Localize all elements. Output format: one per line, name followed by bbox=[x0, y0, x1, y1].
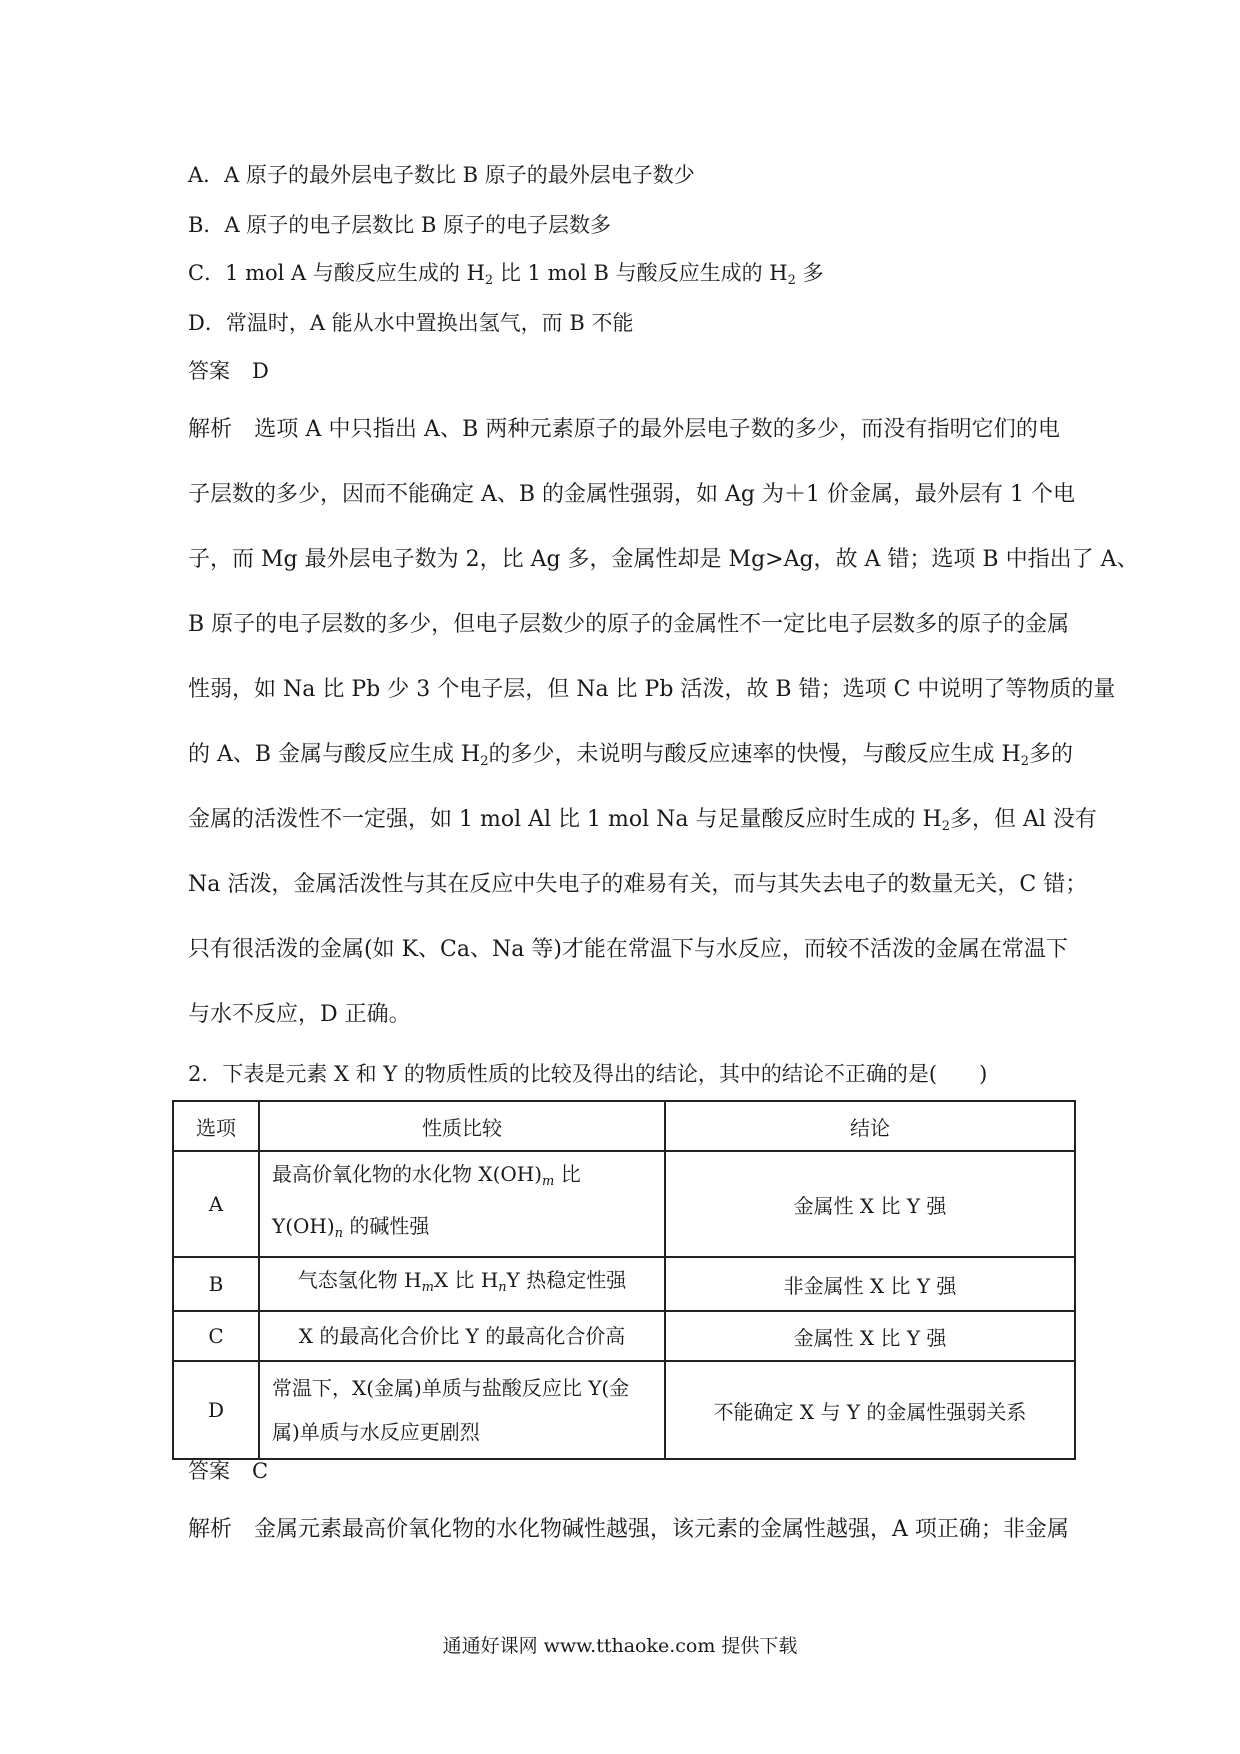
cell-text: X 比 H bbox=[433, 1268, 499, 1292]
analysis-label: 解析 bbox=[188, 417, 233, 442]
analysis-text: Na 活泼，金属活泼性与其在反应中失电子的难易有关，而与其失去电子的数量无关，C 错； bbox=[188, 872, 1088, 897]
analysis-text: B 原子的电子层数的多少，但电子层数少的原子的金属性不一定比电子层数多的原子的金属 bbox=[188, 612, 1070, 637]
answer-value: C bbox=[252, 1459, 269, 1483]
analysis-text: 多的 bbox=[1028, 742, 1073, 767]
option-b bbox=[188, 210, 611, 240]
analysis-1-line-4 bbox=[188, 609, 1070, 641]
analysis-text: 的多少，未说明与酸反应速率的快慢，与酸反应生成 H bbox=[488, 742, 1021, 767]
option-c bbox=[188, 258, 824, 296]
comparison-table bbox=[172, 1100, 1076, 1460]
subscript: 2 bbox=[787, 273, 796, 288]
analysis-text: 子层数的多少，因而不能确定 A、B 的金属性强弱，如 Ag 为＋1 价金属，最外层有 1 个电 bbox=[188, 482, 1075, 507]
table-header-row bbox=[173, 1101, 1075, 1151]
subscript: m bbox=[421, 1280, 434, 1295]
header-option: 选项 bbox=[173, 1101, 259, 1151]
row-property bbox=[259, 1257, 665, 1311]
answer-label: 答案 bbox=[188, 1459, 230, 1483]
row-option: B bbox=[173, 1257, 259, 1311]
subscript: n bbox=[498, 1280, 507, 1295]
analysis-text: 子，而 Mg 最外层电子数为 2，比 Ag 多，金属性却是 Mg>Ag，故 A 错；选项 B 中指出了 A、 bbox=[188, 547, 1139, 572]
table-row bbox=[173, 1311, 1075, 1361]
answer-1 bbox=[188, 356, 269, 386]
analysis-text: 金属的活泼性不一定强，如 1 mol Al 比 1 mol Na 与足量酸反应时生成的 H bbox=[188, 807, 942, 832]
option-letter: D． bbox=[188, 311, 226, 335]
option-d bbox=[188, 308, 633, 338]
cell-text: 气态氢化物 H bbox=[297, 1268, 422, 1292]
option-text: 1 mol A 与酸反应生成的 H bbox=[225, 261, 485, 285]
header-conclusion: 结论 bbox=[665, 1101, 1075, 1151]
analysis-2-line-1 bbox=[188, 1514, 1069, 1546]
table-row bbox=[173, 1257, 1075, 1311]
answer-value: D bbox=[252, 359, 269, 383]
header-property: 性质比较 bbox=[259, 1101, 665, 1151]
analysis-1-line-1 bbox=[188, 414, 1060, 446]
analysis-1-line-2 bbox=[188, 479, 1075, 511]
analysis-text: 与水不反应，D 正确。 bbox=[188, 1002, 411, 1027]
table-row bbox=[173, 1361, 1075, 1459]
row-property bbox=[259, 1151, 665, 1257]
analysis-text: 只有很活泼的金属(如 K、Ca、Na 等)才能在常温下与水反应，而较不活泼的金属在常温下 bbox=[188, 937, 1068, 962]
analysis-1-line-8 bbox=[188, 869, 1088, 901]
analysis-1-line-3 bbox=[188, 544, 1139, 576]
cell-text: Y 热稳定性强 bbox=[506, 1268, 627, 1292]
cell-text: Y(OH) bbox=[272, 1214, 335, 1238]
answer-label: 答案 bbox=[188, 359, 230, 383]
row-property bbox=[259, 1361, 665, 1459]
subscript: 2 bbox=[941, 819, 950, 834]
analysis-label: 解析 bbox=[188, 1517, 233, 1542]
cell-text: 最高价氧化物的水化物 X(OH) bbox=[272, 1162, 543, 1186]
analysis-1-line-9 bbox=[188, 934, 1068, 966]
row-option: C bbox=[173, 1311, 259, 1361]
row-conclusion: 金属性 X 比 Y 强 bbox=[665, 1311, 1075, 1361]
row-option: A bbox=[173, 1151, 259, 1257]
cell-text: 比 bbox=[554, 1162, 581, 1186]
option-a bbox=[188, 160, 695, 190]
option-text: A 原子的最外层电子数比 B 原子的最外层电子数少 bbox=[224, 163, 695, 187]
analysis-text: 性弱，如 Na 比 Pb 少 3 个电子层，但 Na 比 Pb 活泼，故 B 错；选项 C 中说明了等物质的量 bbox=[188, 677, 1116, 702]
option-text: 比 1 mol B 与酸反应生成的 H bbox=[493, 261, 788, 285]
option-letter: B． bbox=[188, 213, 225, 237]
analysis-1-line-6 bbox=[188, 739, 1073, 771]
subscript: 2 bbox=[480, 754, 489, 769]
cell-text: 的碱性强 bbox=[343, 1214, 430, 1238]
option-text: A 原子的电子层数比 B 原子的电子层数多 bbox=[224, 213, 612, 237]
option-letter: C． bbox=[188, 261, 226, 285]
answer-2 bbox=[188, 1456, 268, 1486]
option-text: 多 bbox=[795, 261, 824, 285]
row-conclusion: 非金属性 X 比 Y 强 bbox=[665, 1257, 1075, 1311]
row-conclusion: 金属性 X 比 Y 强 bbox=[665, 1151, 1075, 1257]
cell-text: 常温下，X(金属)单质与盐酸反应比 Y(金 bbox=[272, 1376, 630, 1400]
row-option: D bbox=[173, 1361, 259, 1459]
subscript: 2 bbox=[484, 273, 494, 288]
row-conclusion: 不能确定 X 与 Y 的金属性强弱关系 bbox=[665, 1361, 1075, 1459]
option-text: 常温时，A 能从水中置换出氢气，而 B 不能 bbox=[225, 311, 634, 335]
cell-text: 属)单质与水反应更剧烈 bbox=[272, 1420, 480, 1444]
analysis-1-line-5 bbox=[188, 674, 1116, 706]
analysis-1-line-7 bbox=[188, 804, 1097, 836]
subscript: m bbox=[542, 1174, 555, 1189]
analysis-text: 多，但 Al 没有 bbox=[949, 807, 1097, 832]
subscript: n bbox=[334, 1226, 344, 1241]
analysis-text: 金属元素最高价氧化物的水化物碱性越强，该元素的金属性越强，A 项正确；非金属 bbox=[254, 1517, 1069, 1542]
table-row bbox=[173, 1151, 1075, 1257]
row-property: X 的最高化合价比 Y 的最高化合价高 bbox=[259, 1311, 665, 1361]
analysis-1-line-10 bbox=[188, 999, 1060, 1031]
page-footer: 通通好课网 www.tthaoke.com 提供下载 bbox=[442, 1635, 798, 1657]
option-letter: A． bbox=[188, 163, 225, 187]
analysis-text: 选项 A 中只指出 A、B 两种元素原子的最外层电子数的多少，而没有指明它们的电 bbox=[254, 417, 1060, 442]
subscript: 2 bbox=[1020, 754, 1029, 769]
question-2-stem: 2．下表是元素 X 和 Y 的物质性质的比较及得出的结论，其中的结论不正确的是( ) bbox=[188, 1062, 988, 1086]
analysis-text: 的 A、B 金属与酸反应生成 H bbox=[188, 742, 481, 767]
